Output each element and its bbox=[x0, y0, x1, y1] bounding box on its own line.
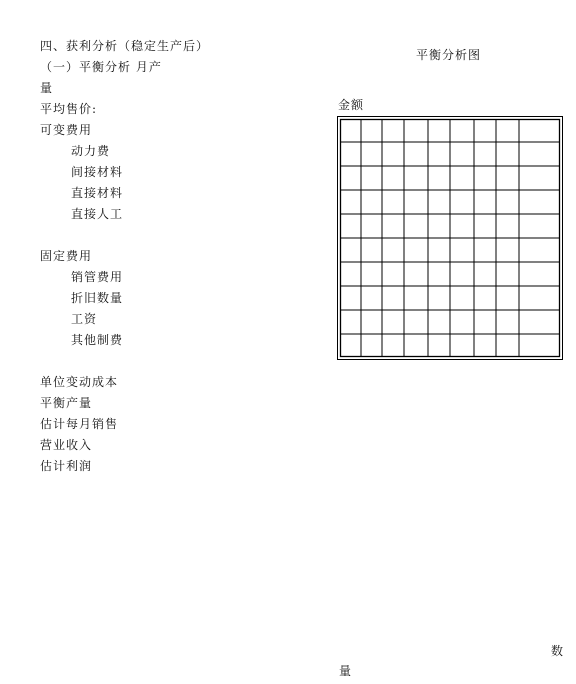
variable-item-direct-material: 直接材料 bbox=[71, 186, 124, 200]
sub-heading: （一）平衡分析 月产 bbox=[40, 60, 162, 74]
y-axis-label: 金额 bbox=[338, 98, 365, 112]
x-axis-label-part1: 数 bbox=[551, 644, 565, 658]
x-axis-label-part2: 量 bbox=[339, 664, 353, 678]
fixed-item-wages: 工资 bbox=[71, 312, 98, 326]
variable-item-power: 动力费 bbox=[71, 144, 111, 158]
chart-title: 平衡分析图 bbox=[416, 48, 482, 62]
fixed-item-other-overhead: 其他制费 bbox=[71, 333, 124, 347]
summary-monthly-sales: 估计每月销售 bbox=[40, 417, 119, 431]
summary-unit-variable-cost: 单位变动成本 bbox=[40, 375, 119, 389]
summary-breakeven-output: 平衡产量 bbox=[40, 396, 93, 410]
breakeven-grid bbox=[337, 116, 563, 360]
summary-profit: 估计利润 bbox=[40, 459, 93, 473]
avg-price-label: 平均售价: bbox=[40, 102, 98, 116]
fixed-item-depreciation: 折旧数量 bbox=[71, 291, 124, 305]
section-heading: 四、获利分析（稳定生产后） bbox=[40, 39, 210, 53]
variable-item-indirect-material: 间接材料 bbox=[71, 165, 124, 179]
fixed-item-sales-admin: 销管费用 bbox=[71, 270, 124, 284]
fixed-cost-label: 固定费用 bbox=[40, 249, 93, 263]
summary-revenue: 营业收入 bbox=[40, 438, 93, 452]
sub-heading-cont: 量 bbox=[40, 81, 54, 95]
variable-item-direct-labor: 直接人工 bbox=[71, 207, 124, 221]
variable-cost-label: 可变费用 bbox=[40, 123, 93, 137]
